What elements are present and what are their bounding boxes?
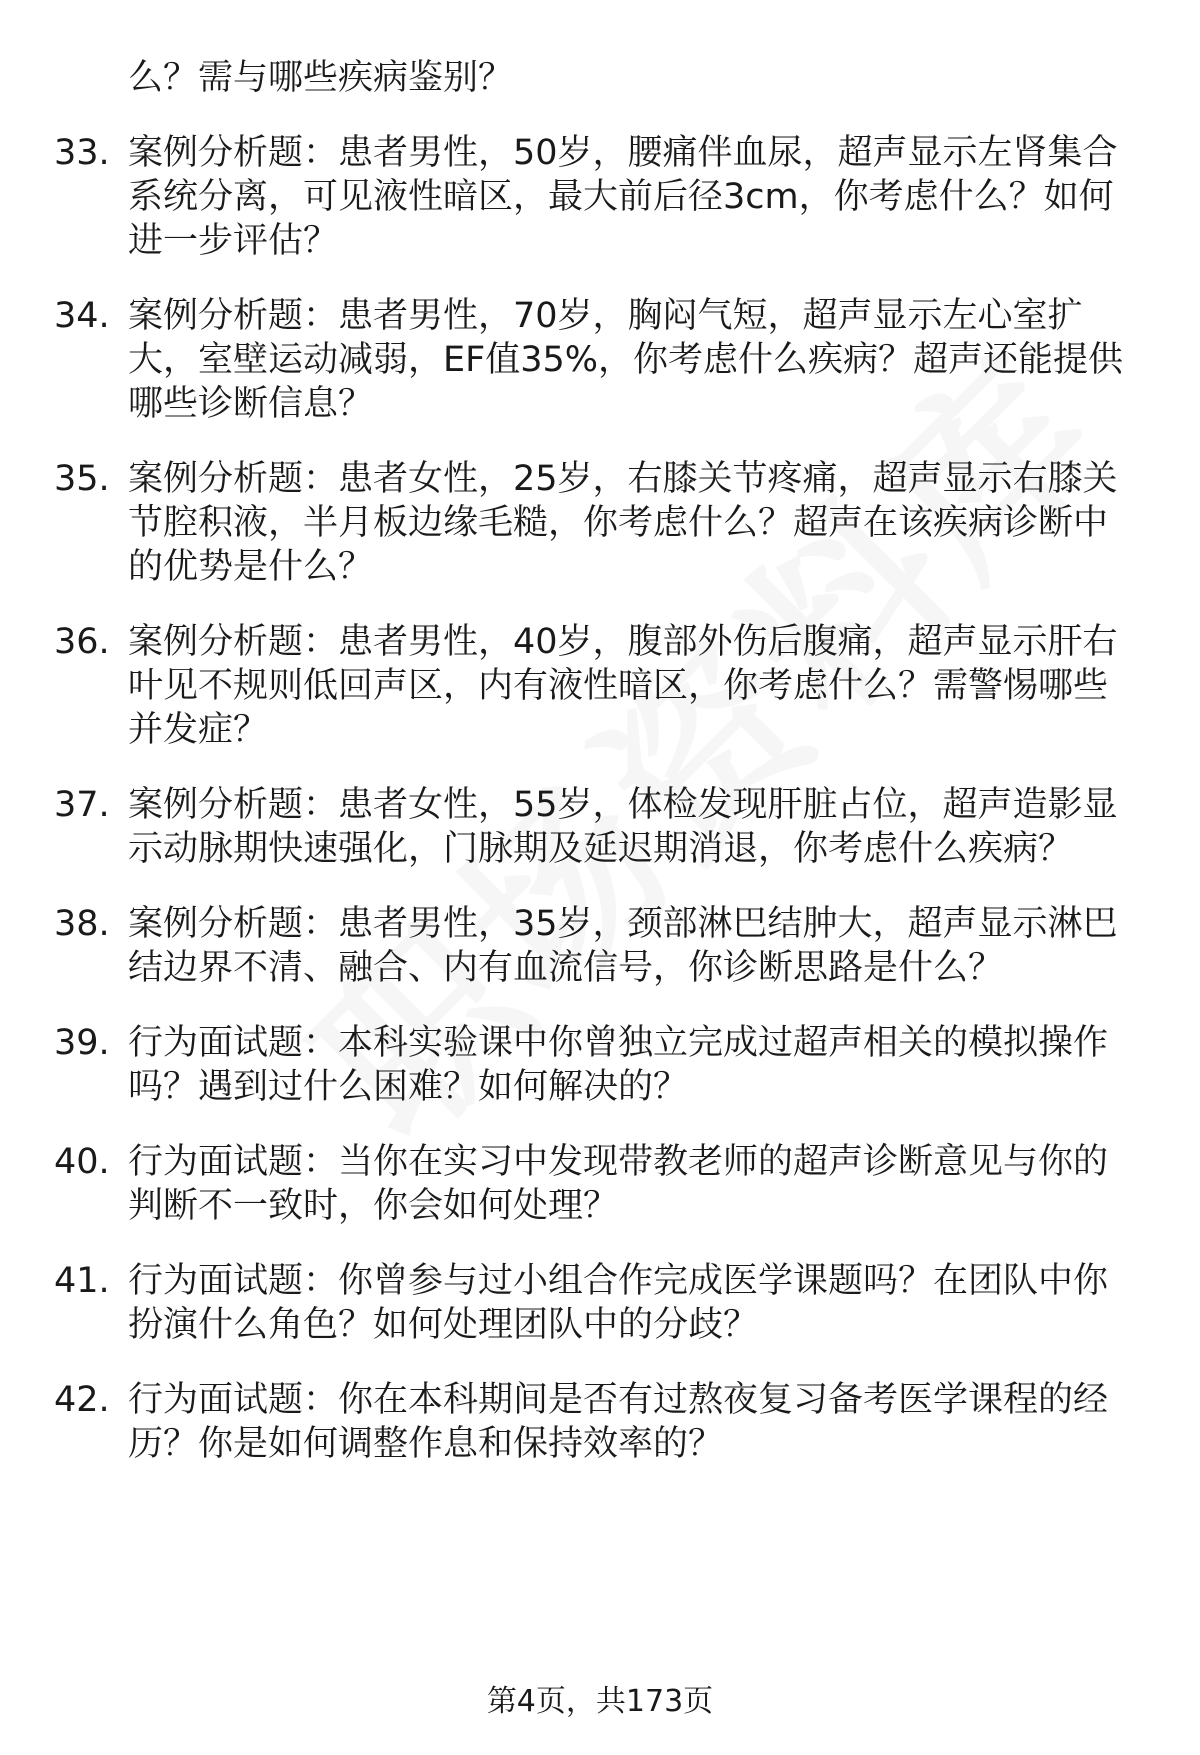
question-number: 41.	[54, 1261, 110, 1301]
continuation-line: 么？需与哪些疾病鉴别？	[128, 58, 514, 98]
question-line: 案例分析题：患者女性，25岁，右膝关节疼痛，超声显示右膝关	[128, 459, 1118, 499]
question-number: 40.	[54, 1142, 110, 1182]
question-number: 33.	[54, 133, 110, 173]
question-number: 34.	[54, 296, 110, 336]
question-number: 38.	[54, 904, 110, 944]
question-line: 哪些诊断信息？	[128, 384, 374, 424]
question-line: 判断不一致时，你会如何处理？	[128, 1186, 619, 1226]
question-line: 行为面试题：你在本科期间是否有过熬夜复习备考医学课程的经	[128, 1380, 1109, 1420]
question-line: 示动脉期快速强化，门脉期及延迟期消退，你考虑什么疾病？	[128, 829, 1074, 869]
question-line: 扮演什么角色？如何处理团队中的分歧？	[128, 1305, 759, 1345]
question-number: 39.	[54, 1023, 110, 1063]
question-line: 节腔积液，半月板边缘毛糙，你考虑什么？超声在该疾病诊断中	[128, 503, 1109, 543]
question-line: 进一步评估？	[128, 221, 339, 261]
question-line: 结边界不清、融合、内有血流信号，你诊断思路是什么？	[128, 948, 1004, 988]
question-line: 行为面试题：你曾参与过小组合作完成医学课题吗？在团队中你	[128, 1261, 1109, 1301]
question-number: 35.	[54, 459, 110, 499]
question-line: 系统分离，可见液性暗区，最大前后径3cm，你考虑什么？如何	[128, 177, 1114, 217]
question-line: 的优势是什么？	[128, 547, 374, 587]
question-number: 36.	[54, 622, 110, 662]
question-line: 行为面试题：本科实验课中你曾独立完成过超声相关的模拟操作	[128, 1023, 1109, 1063]
question-line: 案例分析题：患者男性，35岁，颈部淋巴结肿大，超声显示淋巴	[128, 904, 1118, 944]
question-line: 案例分析题：患者男性，70岁，胸闷气短，超声显示左心室扩	[128, 296, 1083, 336]
question-line: 案例分析题：患者女性，55岁，体检发现肝脏占位，超声造影显	[128, 785, 1118, 825]
question-number: 37.	[54, 785, 110, 825]
question-line: 叶见不规则低回声区，内有液性暗区，你考虑什么？需警惕哪些	[128, 666, 1109, 706]
question-line: 大，室壁运动减弱，EF值35%，你考虑什么疾病？超声还能提供	[128, 340, 1124, 380]
question-line: 行为面试题：当你在实习中发现带教老师的超声诊断意见与你的	[128, 1142, 1109, 1182]
question-line: 历？你是如何调整作息和保持效率的？	[128, 1424, 724, 1464]
page-number-footer: 第4页，共173页	[486, 1684, 714, 1719]
question-line: 案例分析题：患者男性，40岁，腹部外伤后腹痛，超声显示肝右	[128, 622, 1118, 662]
question-line: 并发症？	[128, 710, 269, 750]
question-line: 案例分析题：患者男性，50岁，腰痛伴血尿，超声显示左肾集合	[128, 133, 1118, 173]
question-number: 42.	[54, 1380, 110, 1420]
question-line: 吗？遇到过什么困难？如何解决的？	[128, 1067, 689, 1107]
